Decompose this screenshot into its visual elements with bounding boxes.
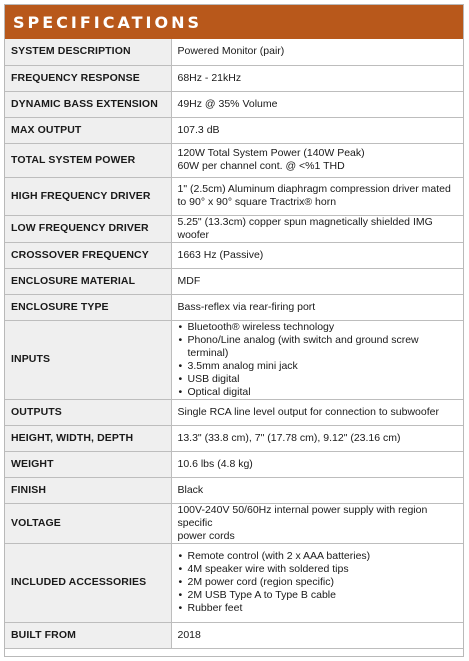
spec-value-line: Bass-reflex via rear-firing port (177, 300, 316, 313)
spec-value (171, 242, 463, 268)
spec-value-line: 5.25" (13.3cm) copper spun magnetically shielded IMG woofer (177, 215, 433, 241)
spec-value (171, 503, 463, 543)
spec-label: TOTAL SYSTEM POWER (5, 143, 171, 177)
spec-row (5, 91, 463, 117)
spec-bullet-item: • Rubber feet (178, 602, 458, 615)
spec-value-line: 68Hz - 21kHz (177, 71, 242, 84)
spec-label: FINISH (5, 477, 171, 503)
spec-value-line: Black (177, 483, 204, 496)
spec-value-line: 1663 Hz (Passive) (177, 248, 264, 261)
spec-row (5, 65, 463, 91)
spec-label: ENCLOSURE MATERIAL (5, 268, 171, 294)
spec-label: VOLTAGE (5, 503, 171, 543)
spec-row (5, 117, 463, 143)
spec-value (171, 177, 463, 215)
spec-value (171, 451, 463, 477)
specifications-table-body (5, 39, 463, 648)
spec-label: BUILT FROM (5, 622, 171, 648)
spec-bullet-item: • USB digital (178, 373, 458, 386)
spec-value-line: 107.3 dB (177, 123, 220, 136)
spec-label: HIGH FREQUENCY DRIVER (5, 177, 171, 215)
spec-label: CROSSOVER FREQUENCY (5, 242, 171, 268)
spec-label: LOW FREQUENCY DRIVER (5, 215, 171, 242)
spec-value-line: 100V-240V 50/60Hz internal power supply with region specific (177, 503, 428, 529)
spec-value (171, 117, 463, 143)
spec-value-line: 10.6 lbs (4.8 kg) (177, 457, 253, 470)
spec-label: INPUTS (5, 320, 171, 399)
spec-value (171, 399, 463, 425)
spec-value (171, 477, 463, 503)
spec-label: FREQUENCY RESPONSE (5, 65, 171, 91)
spec-bullet-item: • Phono/Line analog (with switch and ground screw terminal) (178, 334, 458, 360)
spec-value (171, 143, 463, 177)
spec-row (5, 242, 463, 268)
spec-value (171, 320, 463, 399)
spec-row (5, 543, 463, 622)
spec-bullet-list (178, 550, 458, 615)
spec-row (5, 215, 463, 242)
spec-value (171, 65, 463, 91)
spec-row (5, 503, 463, 543)
spec-label: OUTPUTS (5, 399, 171, 425)
spec-value-line: 60W per channel cont. @ <%1 THD (177, 160, 345, 172)
spec-value-line: 1" (2.5cm) Aluminum diaphragm compression driver mated (177, 183, 451, 195)
spec-bullet-item: • Bluetooth® wireless technology (178, 321, 458, 334)
spec-value (171, 215, 463, 242)
spec-value-line: power cords (177, 529, 235, 542)
spec-label: INCLUDED ACCESSORIES (5, 543, 171, 622)
spec-bullet-list (178, 321, 458, 399)
spec-bullet-item: • 2M USB Type A to Type B cable (178, 589, 458, 602)
spec-bullet-item: • Remote control (with 2 x AAA batteries) (178, 550, 458, 563)
spec-row (5, 451, 463, 477)
spec-row (5, 177, 463, 215)
spec-label: HEIGHT, WIDTH, DEPTH (5, 425, 171, 451)
spec-value (171, 294, 463, 320)
spec-value-line: 49Hz @ 35% Volume (177, 97, 278, 110)
spec-value (171, 39, 463, 65)
spec-value (171, 91, 463, 117)
spec-value-line: 13.3" (33.8 cm), 7" (17.78 cm), 9.12" (23.16 cm) (177, 431, 401, 444)
spec-row (5, 294, 463, 320)
spec-bullet-item: • 3.5mm analog mini jack (178, 360, 458, 373)
spec-label: WEIGHT (5, 451, 171, 477)
spec-value (171, 425, 463, 451)
spec-row (5, 477, 463, 503)
spec-row (5, 399, 463, 425)
spec-value-line: 120W Total System Power (140W Peak) (177, 147, 365, 159)
spec-label: DYNAMIC BASS EXTENSION (5, 91, 171, 117)
spec-label: SYSTEM DESCRIPTION (5, 39, 171, 65)
spec-value-line: Single RCA line level output for connection to subwoofer (177, 405, 439, 418)
spec-row (5, 320, 463, 399)
page-title: SPECIFICATIONS (13, 12, 203, 32)
spec-label: MAX OUTPUT (5, 117, 171, 143)
spec-row (5, 143, 463, 177)
spec-value-line: MDF (177, 274, 201, 287)
spec-value (171, 543, 463, 622)
spec-value (171, 268, 463, 294)
specifications-table (5, 39, 463, 649)
spec-row (5, 622, 463, 648)
spec-bullet-item: • 4M speaker wire with soldered tips (178, 563, 458, 576)
spec-bullet-item: • 2M power cord (region specific) (178, 576, 458, 589)
spec-row (5, 425, 463, 451)
specifications-sheet (4, 4, 464, 657)
spec-value-line: 2018 (177, 628, 201, 641)
spec-row (5, 268, 463, 294)
spec-value-line: to 90° x 90° square Tractrix® horn (177, 196, 337, 208)
spec-row (5, 39, 463, 65)
spec-value (171, 622, 463, 648)
spec-value-line: Powered Monitor (pair) (177, 45, 285, 58)
spec-bullet-item: • Optical digital (178, 386, 458, 399)
spec-label: ENCLOSURE TYPE (5, 294, 171, 320)
specifications-header (5, 5, 463, 39)
